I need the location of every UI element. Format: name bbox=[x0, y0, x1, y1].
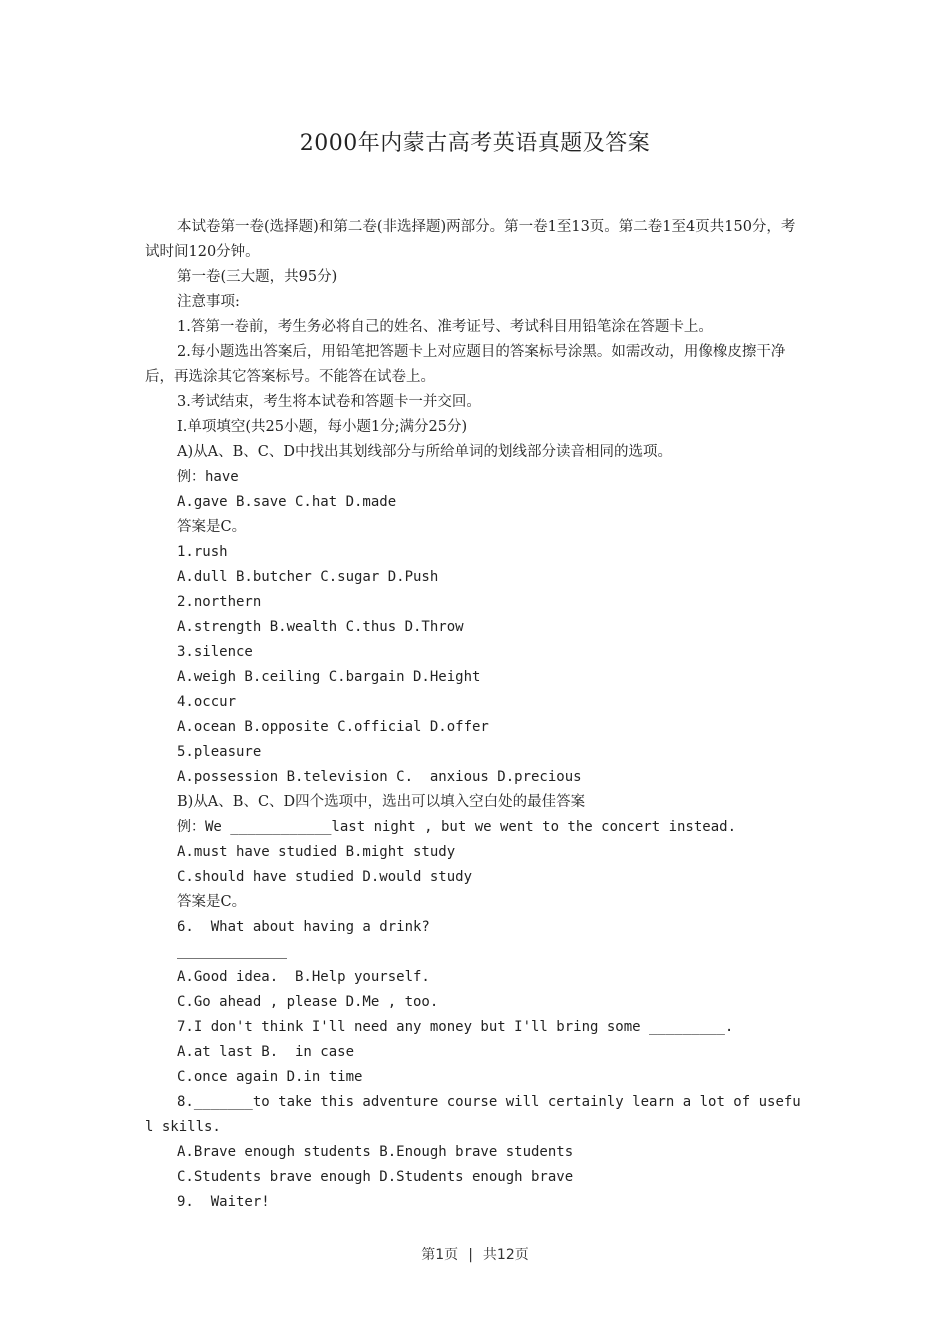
notice-item-2: 2.每小题选出答案后，用铅笔把答题卡上对应题目的答案标号涂黑。如需改动，用像橡皮擦干净后，再选涂其它答案标号。不能答在试卷上。 bbox=[145, 344, 786, 385]
question-6-options-1: A.Good idea. B.Help yourself. bbox=[177, 969, 430, 985]
question-8-options-1: A.Brave enough students B.Enough brave students bbox=[177, 1144, 574, 1160]
exampleB-sentence: 例：We ____________last night , but we went to the concert instead. bbox=[177, 819, 737, 835]
question-8-stem: 8._______to take this adventure course will certainly learn a lot of useful skills. bbox=[145, 1094, 801, 1135]
part1-heading: 第一卷(三大题，共95分) bbox=[177, 269, 338, 285]
question-2-word: 2.northern bbox=[177, 594, 262, 610]
question-9-stem: 9. Waiter! bbox=[177, 1194, 270, 1210]
page-footer bbox=[0, 1244, 950, 1264]
answer-blank-line bbox=[145, 940, 807, 965]
question-3-options: A.weigh B.ceiling C.bargain D.Height bbox=[177, 669, 481, 685]
document-body bbox=[145, 215, 807, 1215]
blank-underline bbox=[177, 958, 287, 959]
question-3-word: 3.silence bbox=[177, 644, 253, 660]
question-7-stem: 7.I don't think I'll need any money but I'll bring some _________. bbox=[177, 1019, 734, 1035]
exampleB-answer: 答案是C。 bbox=[177, 894, 247, 910]
notice-item-3: 3.考试结束，考生将本试卷和答题卡一并交回。 bbox=[177, 394, 481, 410]
page-separator: | bbox=[468, 1247, 473, 1263]
exampleA-options: A.gave B.save C.hat D.made bbox=[177, 494, 397, 510]
question-6-stem: 6. What about having a drink? bbox=[177, 919, 430, 935]
sectionB-heading: B)从A、B、C、D四个选项中，选出可以填入空白处的最佳答案 bbox=[177, 794, 586, 810]
question-7-options-2: C.once again D.in time bbox=[177, 1069, 363, 1085]
question-2-options: A.strength B.wealth C.thus D.Throw bbox=[177, 619, 464, 635]
question-5-options: A.possession B.television C. anxious D.precious bbox=[177, 769, 582, 785]
notice-item-1: 1.答第一卷前，考生务必将自己的姓名、准考证号、考试科目用铅笔涂在答题卡上。 bbox=[177, 319, 713, 335]
question-4-options: A.ocean B.opposite C.official D.offer bbox=[177, 719, 489, 735]
question-7-options-1: A.at last B. in case bbox=[177, 1044, 355, 1060]
notice-heading: 注意事项: bbox=[177, 294, 240, 310]
page-current: 第1页 bbox=[421, 1247, 459, 1263]
question-8-options-2: C.Students brave enough D.Students enough brave bbox=[177, 1169, 574, 1185]
exampleB-options-1: A.must have studied B.might study bbox=[177, 844, 456, 860]
question-4-word: 4.occur bbox=[177, 694, 237, 710]
question-5-word: 5.pleasure bbox=[177, 744, 262, 760]
exampleA-answer: 答案是C。 bbox=[177, 519, 247, 535]
document-title: 2000年内蒙古高考英语真题及答案 bbox=[299, 131, 651, 156]
question-6-options-2: C.Go ahead , please D.Me , too. bbox=[177, 994, 439, 1010]
sectionA-heading: A)从A、B、C、D中找出其划线部分与所给单词的划线部分读音相同的选项。 bbox=[177, 444, 672, 460]
section1-heading: I.单项填空(共25小题，每小题1分;满分25分) bbox=[177, 419, 468, 435]
page-total: 共12页 bbox=[482, 1247, 529, 1263]
question-1-word: 1.rush bbox=[177, 544, 228, 560]
question-1-options: A.dull B.butcher C.sugar D.Push bbox=[177, 569, 439, 585]
exampleB-options-2: C.should have studied D.would study bbox=[177, 869, 473, 885]
intro-paragraph: 本试卷第一卷(选择题)和第二卷(非选择题)两部分。第一卷1至13页。第二卷1至4页共150分，考试时间120分钟。 bbox=[145, 219, 796, 260]
exampleA-word: 例：have bbox=[177, 469, 239, 485]
